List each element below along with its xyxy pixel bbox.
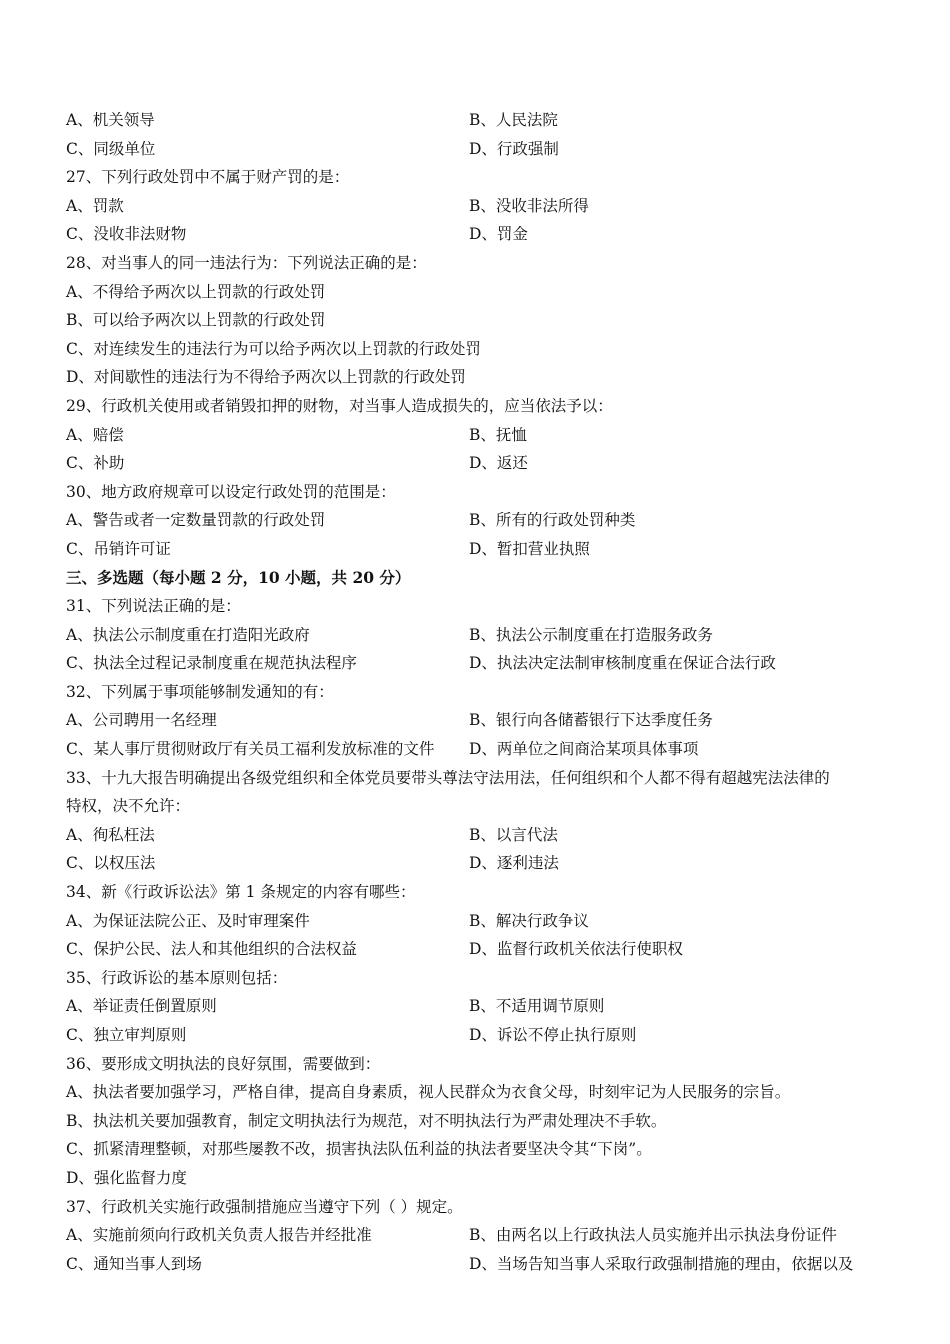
- option: A、赔偿: [66, 425, 124, 444]
- question: 32、下列属于事项能够制发通知的有：: [66, 682, 334, 701]
- option: C、以权压法: [66, 854, 156, 873]
- option: C、补助: [66, 454, 125, 473]
- option: B、以言代法: [469, 825, 558, 844]
- option: A、警告或者一定数量罚款的行政处罚: [66, 511, 326, 530]
- option-row: [66, 220, 896, 249]
- question: 33、十九大报告明确提出各级党组织和全体党员要带头尊法守法用法，任何组织和个人都不得有超越宪法法律的: [66, 768, 830, 787]
- option: B、执法机关要加强教育，制定文明执法行为规范，对不明执法行为严肃处理决不手软。: [66, 1111, 667, 1130]
- option: B、银行向各储蓄银行下达季度任务: [469, 711, 713, 730]
- option-row: [66, 907, 896, 936]
- option: C、没收非法财物: [66, 225, 187, 244]
- option-row: [66, 1250, 896, 1279]
- option: D、逐利违法: [469, 854, 559, 873]
- option: B、执法公示制度重在打造服务政务: [469, 625, 713, 644]
- option: A、实施前须向行政机关负责人报告并经批准: [66, 1226, 372, 1245]
- document-page: [66, 106, 896, 1278]
- question: 27、下列行政处罚中不属于财产罚的是：: [66, 168, 350, 187]
- option: A、徇私枉法: [66, 825, 155, 844]
- option-row: [66, 849, 896, 878]
- option-row: [66, 449, 896, 478]
- option: D、对间歇性的违法行为不得给予两次以上罚款的行政处罚: [66, 368, 466, 387]
- option: B、没收非法所得: [469, 196, 589, 215]
- option: D、执法决定法制审核制度重在保证合法行政: [469, 654, 776, 673]
- option: C、对连续发生的违法行为可以给予两次以上罚款的行政处罚: [66, 339, 481, 358]
- option: D、暂扣营业执照: [469, 539, 590, 558]
- option-row: [66, 821, 896, 850]
- option: B、人民法院: [469, 111, 558, 129]
- option: A、机关领导: [66, 111, 155, 129]
- question-continued: 特权，决不允许：: [66, 797, 191, 816]
- option: D、返还: [469, 454, 528, 473]
- option: B、可以给予两次以上罚款的行政处罚: [66, 311, 326, 330]
- option-row: [66, 935, 896, 964]
- question: 35、行政诉讼的基本原则包括：: [66, 968, 288, 987]
- option-row: [66, 706, 896, 735]
- option: D、强化监督力度: [66, 1168, 187, 1187]
- option: B、不适用调节原则: [469, 997, 605, 1016]
- option: C、抓紧清理整顿，对那些屡教不改，损害执法队伍利益的执法者要坚决令其“下岗”。: [66, 1140, 652, 1159]
- option: C、独立审判原则: [66, 1026, 187, 1044]
- option: A、举证责任倒置原则: [66, 997, 217, 1016]
- option: A、执法公示制度重在打造阳光政府: [66, 625, 310, 644]
- option-row: [66, 506, 896, 535]
- option: C、保护公民、法人和其他组织的合法权益: [66, 940, 357, 959]
- option: C、某人事厅贯彻财政厅有关员工福利发放标准的文件: [66, 740, 435, 759]
- option: C、吊销许可证: [66, 539, 171, 558]
- option-row: [66, 621, 896, 650]
- option: D、两单位之间商洽某项具体事项: [469, 740, 699, 759]
- question: 31、下列说法正确的是：: [66, 597, 241, 616]
- option: D、当场告知当事人采取行政强制措施的理由，依据以及: [469, 1254, 854, 1273]
- option-row: [66, 135, 896, 164]
- question: 34、新《行政诉讼法》第 1 条规定的内容有哪些：: [66, 883, 416, 902]
- option: C、通知当事人到场: [66, 1254, 202, 1273]
- question: 36、要形成文明执法的良好氛围，需要做到：: [66, 1054, 381, 1073]
- option: A、不得给予两次以上罚款的行政处罚: [66, 282, 326, 301]
- option-row: [66, 192, 896, 221]
- option: D、监督行政机关依法行使职权: [469, 940, 683, 959]
- option-row: [66, 649, 896, 678]
- question: 37、行政机关实施行政强制措施应当遵守下列（ ）规定。: [66, 1197, 463, 1216]
- option-row: [66, 106, 896, 135]
- option: B、解决行政争议: [469, 911, 589, 930]
- option: A、执法者要加强学习，严格自律，提高自身素质，视人民群众为衣食父母，时刻牢记为人民服务的宗旨。: [66, 1083, 791, 1102]
- question: 28、对当事人的同一违法行为：下列说法正确的是：: [66, 253, 427, 272]
- option-row: [66, 535, 896, 564]
- option-row: [66, 735, 896, 764]
- option: D、行政强制: [469, 139, 559, 158]
- option: C、执法全过程记录制度重在规范执法程序: [66, 654, 357, 673]
- option: B、由两名以上行政执法人员实施并出示执法身份证件: [469, 1226, 837, 1245]
- option: A、公司聘用一名经理: [66, 711, 217, 730]
- question: 30、地方政府规章可以设定行政处罚的范围是：: [66, 482, 396, 501]
- option: B、抚恤: [469, 425, 527, 444]
- option: A、罚款: [66, 196, 124, 215]
- option-row: [66, 1221, 896, 1250]
- option: C、同级单位: [66, 139, 156, 158]
- option: D、诉讼不停止执行原则: [469, 1026, 637, 1044]
- option-row: [66, 1021, 896, 1050]
- question: 29、行政机关使用或者销毁扣押的财物，对当事人造成损失的，应当依法予以：: [66, 396, 613, 415]
- section-heading: 三、多选题（每小题 2 分，10 小题，共 20 分）: [66, 567, 411, 587]
- option: B、所有的行政处罚种类: [469, 511, 636, 530]
- option: A、为保证法院公正、及时审理案件: [66, 911, 310, 930]
- option: D、罚金: [469, 225, 528, 244]
- option-row: [66, 992, 896, 1021]
- option-row: [66, 421, 896, 450]
